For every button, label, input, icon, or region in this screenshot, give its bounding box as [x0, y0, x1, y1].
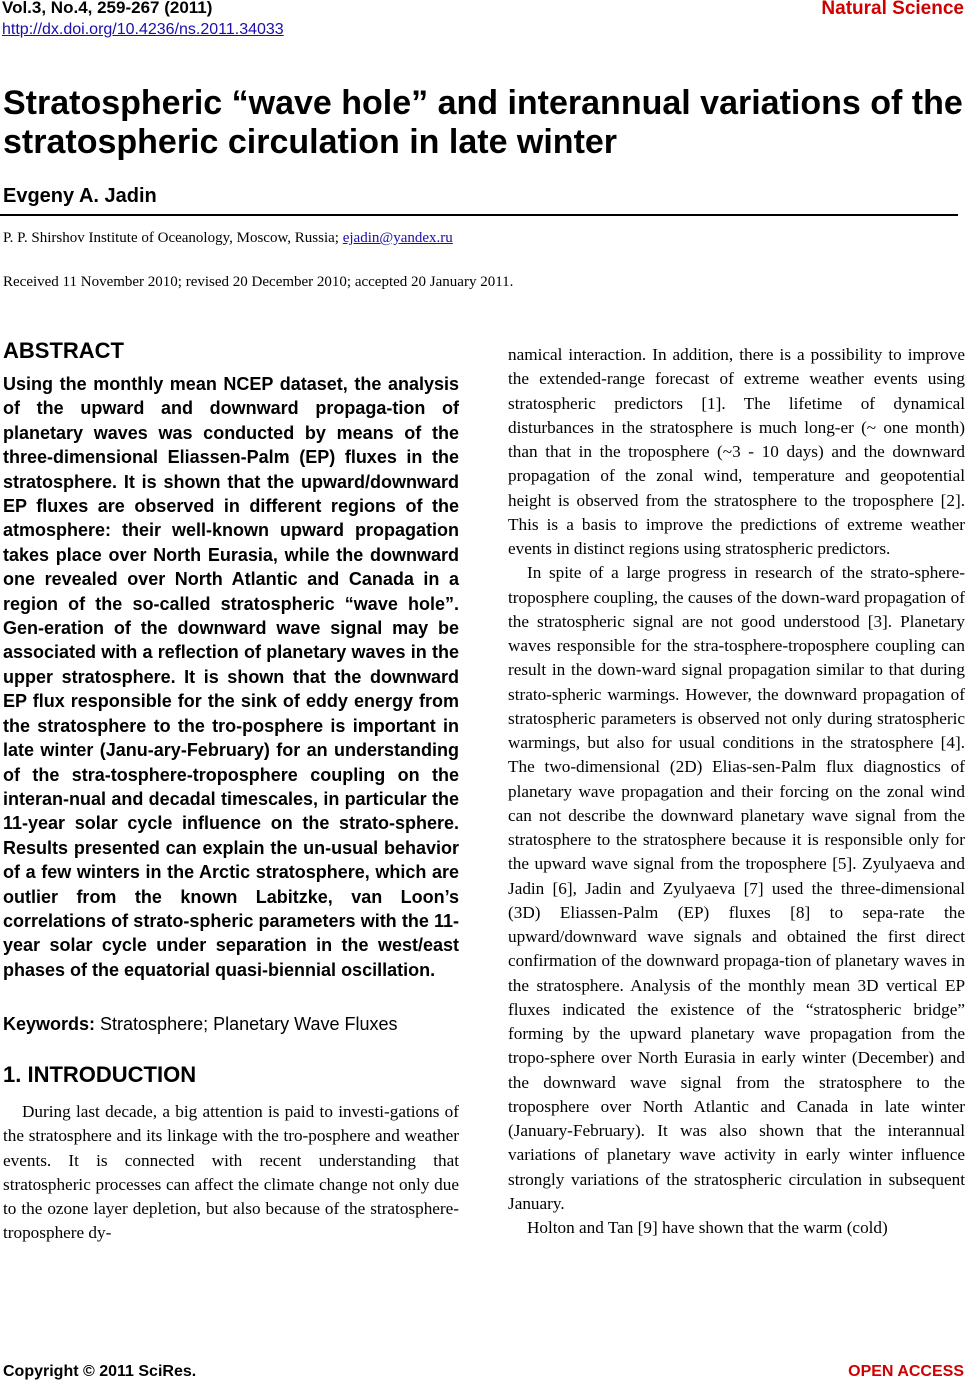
- received-dates: Received 11 November 2010; revised 20 December 2010; accepted 20 January 2011.: [3, 274, 514, 290]
- intro-paragraph-2: In spite of a large progress in research of the strato-sphere-troposphere coupling, the causes of the down-ward propagation of the stratospheric signal are not good understood [3]. Planetary waves responsible for the stra-tosphere-troposphere coupling can result in the down-ward signal propagation similar to that during strato-spheric warmings. However, the downward propagation of stratospheric parameters is observed not only during stratospheric warmings, but also for usual conditions in the stratosphere [4]. The two-dimensional (2D) Elias-sen-Palm flux diagnostics of planetary wave propagation and their forcing on the zonal wind can not describe the downward planetary wave signal from the stratosphere to the stratosphere because it is responsible only for the upward wave signal from the troposphere [5]. Zyulyaeva and Jadin [6], Jadin and Zyulyaeva [7] used the three-dimensional (3D) Eliassen-Palm (EP) fluxes [8] to sepa-rate the upward/downward wave signals and obtained the first direct confirmation of the downward propaga-tion of planetary waves in the stratosphere. Analysis of the monthly mean 3D vertical EP fluxes indicated the existence of the “stratospheric bridge” forming by the upward planetary wave propagation from the tropo-sphere over North Eurasia in early winter (December) and the downward wave signal from the stratosphere to the troposphere over North Atlantic and Canada in late winter (January-February). It was also shown that the interannual variations of planetary wave activity in early winter influence strongly variations of the stratospheric circulation in subsequent January.: [508, 563, 965, 1213]
- abstract-text: Using the monthly mean NCEP dataset, the analysis of the upward and downward propaga-tion of planetary waves was conducted by means of the three-dimensional Eliassen-Palm (EP) fluxes in the stratosphere. It is shown that the upward/downward EP fluxes are observed in different regions of the atmosphere: their well-known upward propagation takes place over North Eurasia, while the downward one revealed over North Atlantic and Canada in a region of the so-called stratospheric “wave hole”. Gen-eration of the downward wave signal may be associated with a reflection of planetary waves in the upper stratosphere. It is shown that the downward EP flux responsible for the sink of eddy energy from the stratosphere to the tro-posphere is important in late winter (Janu-ary-February) for an understanding of the stra-tosphere-troposphere coupling on the interan-nual and decadal timescales, in particular the 11-year solar cycle influence on the strato-sphere. Results presented can explain the un-usual behavior of a few winters in the Arctic stratosphere, which are outlier from the known Labitzke, van Loon’s correlations of strato-spheric parameters with the 11-year solar cycle under separation in the west/east phases of the equatorial quasi-biennial oscillation.: [3, 374, 459, 980]
- keywords: [3, 1012, 459, 1036]
- intro-paragraph-3: Holton and Tan [9] have shown that the warm (cold): [527, 1218, 888, 1237]
- article-title: Stratospheric “wave hole” and interannual variations of the stratospheric circulation in late winter: [3, 84, 963, 161]
- affiliation-text: P. P. Shirshov Institute of Oceanology, Moscow, Russia;: [3, 230, 343, 246]
- affiliation: [3, 230, 453, 247]
- intro-paragraph-1-continued: namical interaction. In addition, there is a possibility to improve the extended-range forecast of extreme weather events using stratospheric predictors [1]. The lifetime of dynamical disturbances in the stratosphere is much long-er (~ one month) than that in the troposphere (~3 - 10 days) and the downward propagation of the zonal wind, temperature and geopotential height is observed from the stratosphere to the troposphere [2]. This is a basis to improve the predictions of extreme weather events in distinct regions using stratospheric predictors.: [508, 345, 965, 558]
- left-column: [3, 338, 459, 1245]
- journal-reference: Vol.3, No.4, 259-267 (2011): [2, 0, 213, 17]
- author-divider: [0, 214, 958, 216]
- abstract-heading: ABSTRACT: [3, 338, 124, 363]
- intro-paragraph-1: During last decade, a big attention is paid to investi-gations of the stratosphere and its linkage with the tro-posphere and weather events. It is connected with recent understanding that stratospheric processes can affect the climate change not only due to the ozone layer depletion, but also because of the stratosphere-troposphere dy-: [3, 1102, 459, 1243]
- email-link[interactable]: ejadin@yandex.ru: [342, 230, 453, 246]
- doi-link[interactable]: http://dx.doi.org/10.4236/ns.2011.34033: [2, 21, 284, 38]
- keywords-label: Keywords:: [3, 1014, 96, 1035]
- introduction-heading: 1. INTRODUCTION: [3, 1062, 197, 1088]
- open-access-label: OPEN ACCESS: [848, 1363, 964, 1380]
- right-column: [508, 343, 965, 1240]
- keywords-value: Stratosphere; Planetary Wave Fluxes: [95, 1014, 398, 1035]
- author-name: Evgeny A. Jadin: [3, 185, 157, 207]
- copyright: Copyright © 2011 SciRes.: [3, 1363, 197, 1380]
- journal-name: Natural Science: [821, 0, 964, 19]
